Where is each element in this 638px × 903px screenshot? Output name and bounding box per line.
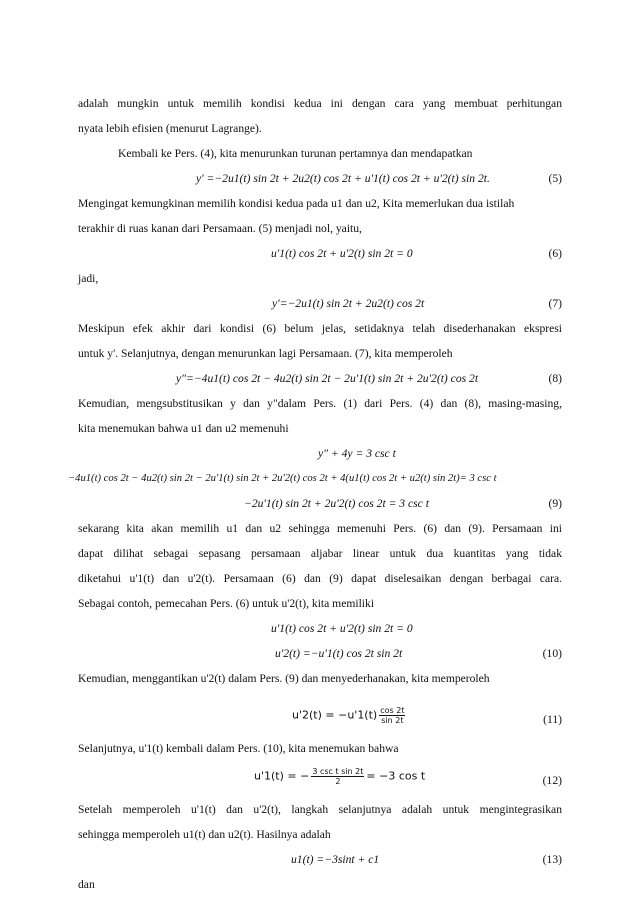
paragraph-line: Selanjutnya, u'1(t) kembali dalam Pers. (10), kita menemukan bahwa — [78, 742, 399, 755]
equation-5: y' =−2u1(t) sin 2t + 2u2(t) cos 2t + u'1(t) cos 2t + u'2(t) sin 2t. — [196, 172, 490, 185]
equation-number: (5) — [548, 172, 562, 185]
paragraph-line: adalah mungkin untuk memilih kondisi kedua ini dengan cara yang membuat perhitungan — [78, 97, 562, 110]
equation-number: (13) — [542, 853, 562, 866]
paragraph-line: nyata lebih efisien (menurut Lagrange). — [78, 122, 262, 135]
equation-number: (7) — [548, 297, 562, 310]
fraction-numerator: 3 csc t sin 2t — [312, 767, 364, 776]
equation-number: (12) — [542, 774, 562, 787]
equation-10: u'2(t) =−u'1(t) cos 2t sin 2t — [275, 647, 403, 660]
fraction-denominator: sin 2t — [381, 716, 404, 725]
equation-number: (6) — [548, 247, 562, 260]
paragraph-line: jadi, — [78, 272, 99, 285]
equation-13: u1(t) =−3sint + c1 — [291, 853, 380, 866]
paragraph-line: Meskipun efek akhir dari kondisi (6) belum jelas, setidaknya telah disederhanakan ekspresi — [78, 322, 562, 335]
paragraph-line: Setelah memperoleh u'1(t) dan u'2(t), langkah selanjutnya adalah untuk mengintegrasikan — [78, 803, 562, 816]
paragraph-line: diketahui u'1(t) dan u'2(t). Persamaan (6) dan (9) dapat diselesaikan dengan berbagai cara. — [78, 572, 562, 585]
equation-11-fraction — [379, 706, 405, 725]
equation-number: (10) — [542, 647, 562, 660]
fraction-numerator: cos 2t — [380, 706, 405, 715]
paragraph-line: dapat dilihat sebagai sepasang persamaan aljabar linear untuk dua kuantitas yang tidak — [78, 547, 562, 560]
paragraph-line: dan — [78, 878, 95, 891]
equation-9: −2u'1(t) sin 2t + 2u'2(t) cos 2t = 3 csc t — [244, 497, 429, 510]
paragraph-line: Sebagai contoh, pemecahan Pers. (6) untuk u'2(t), kita memiliki — [78, 597, 375, 610]
equation-12-fraction — [311, 767, 364, 786]
paragraph-line: sehingga memperoleh u1(t) dan u2(t). Hasilnya adalah — [78, 828, 331, 841]
paragraph-line: Kemudian, mengsubstitusikan y dan y"dalam Pers. (1) dari Pers. (4) dan (8), masing-masing, — [78, 397, 562, 410]
equation-substitution: −4u1(t) cos 2t − 4u2(t) sin 2t − 2u'1(t) sin 2t + 2u'2(t) cos 2t + 4(u1(t) cos 2t + u2(t) sin 2t)= 3 csc t — [68, 473, 497, 484]
equation-12-rhs: = −3 cos t — [366, 769, 426, 783]
equation-number: (11) — [543, 713, 562, 726]
equation-7: y'=−2u1(t) sin 2t + 2u2(t) cos 2t — [272, 297, 425, 310]
equation-6-repeat: u'1(t) cos 2t + u'2(t) sin 2t = 0 — [271, 622, 413, 635]
paragraph-line: Kemudian, menggantikan u'2(t) dalam Pers. (9) dan menyederhanakan, kita memperoleh — [78, 672, 490, 685]
equation-11-lhs: u'2(t) = −u'1(t) — [292, 708, 378, 722]
equation-ode: y" + 4y = 3 csc t — [318, 447, 396, 460]
paragraph-line: untuk y'. Selanjutnya, dengan menurunkan lagi Persamaan. (7), kita memperoleh — [78, 347, 453, 360]
paragraph-line: kita menemukan bahwa u1 dan u2 memenuhi — [78, 422, 289, 435]
equation-number: (9) — [548, 497, 562, 510]
fraction-denominator: 2 — [335, 777, 341, 786]
paragraph-line: sekarang kita akan memilih u1 dan u2 sehingga memenuhi Pers. (6) dan (9). Persamaan ini — [78, 522, 562, 535]
paragraph-line: Mengingat kemungkinan memilih kondisi kedua pada u1 dan u2, Kita memerlukan dua istilah — [78, 197, 515, 210]
paragraph-line: Kembali ke Pers. (4), kita menurunkan turunan pertamnya dan mendapatkan — [118, 147, 473, 160]
equation-12-lhs: u'1(t) = − — [254, 769, 310, 783]
equation-12 — [254, 767, 425, 786]
equation-8: y"=−4u1(t) cos 2t − 4u2(t) sin 2t − 2u'1(t) sin 2t + 2u'2(t) cos 2t — [176, 372, 479, 385]
equation-number: (8) — [548, 372, 562, 385]
equation-11 — [292, 706, 407, 725]
paragraph-line: terakhir di ruas kanan dari Persamaan. (5) menjadi nol, yaitu, — [78, 222, 362, 235]
equation-6: u'1(t) cos 2t + u'2(t) sin 2t = 0 — [271, 247, 413, 260]
